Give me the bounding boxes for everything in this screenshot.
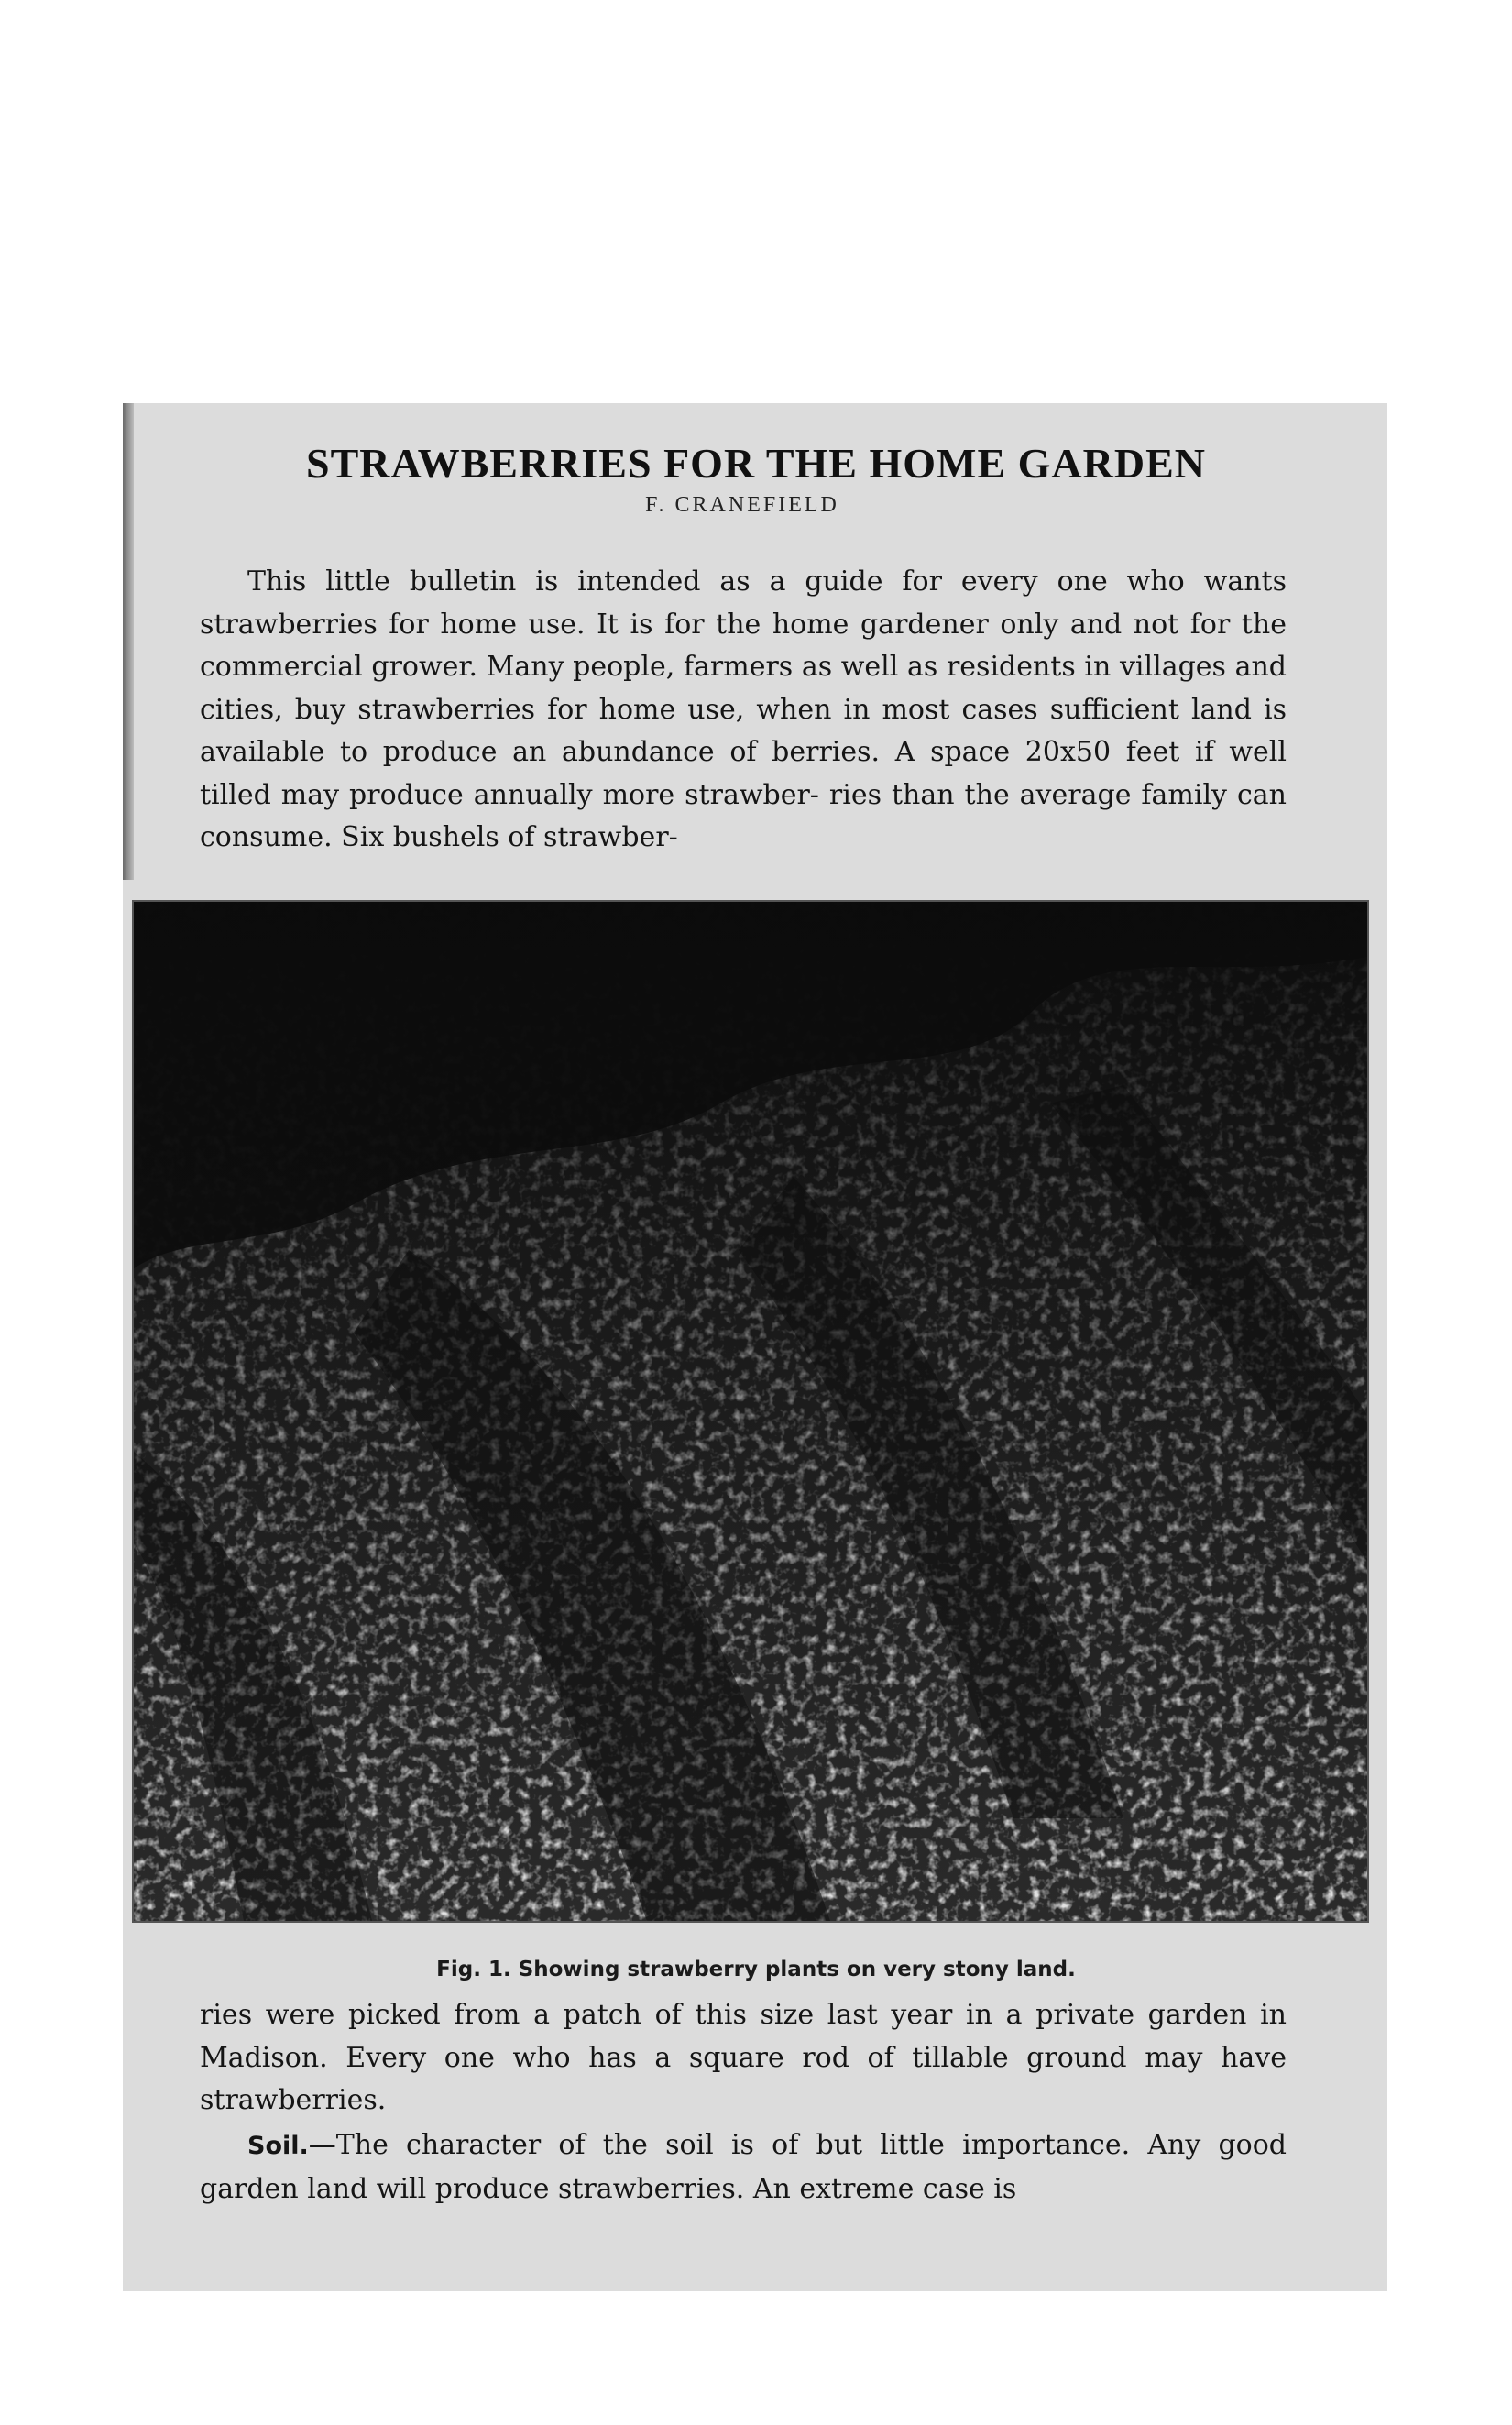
photo-illustration bbox=[134, 902, 1367, 1921]
soil-text: —The character of the soil is of but little importance. Any good garden land will produce strawberries. An extreme case is bbox=[200, 2129, 1287, 2205]
continued-paragraph: ries were picked from a patch of this size last year in a private garden in Madison. Every one who has a square rod of tillable ground may have strawberries. bbox=[200, 1999, 1287, 2116]
soil-paragraph bbox=[200, 2124, 1287, 2211]
strawberry-field-photo bbox=[132, 900, 1369, 1923]
article-author: F. CRANEFIELD bbox=[645, 493, 839, 517]
soil-heading: Soil. bbox=[247, 2132, 309, 2160]
figure-caption: Fig. 1. Showing strawberry plants on very stony land. bbox=[436, 1958, 1076, 1981]
intro-paragraph: This little bulletin is intended as a guide for every one who wants strawberries for home use. It is for the home gardener only and not for the commercial grower. Many people, farmers as well as residents in villages and cities, buy strawberries for home use, when in most cases sufficient land is available to produce an abundance of berries. A space 20x50 feet if well tilled may produce annually more strawber- ries than the average family can consume. Six bushels of strawber- bbox=[200, 565, 1287, 853]
article-title: STRAWBERRIES FOR THE HOME GARDEN bbox=[306, 439, 1206, 487]
